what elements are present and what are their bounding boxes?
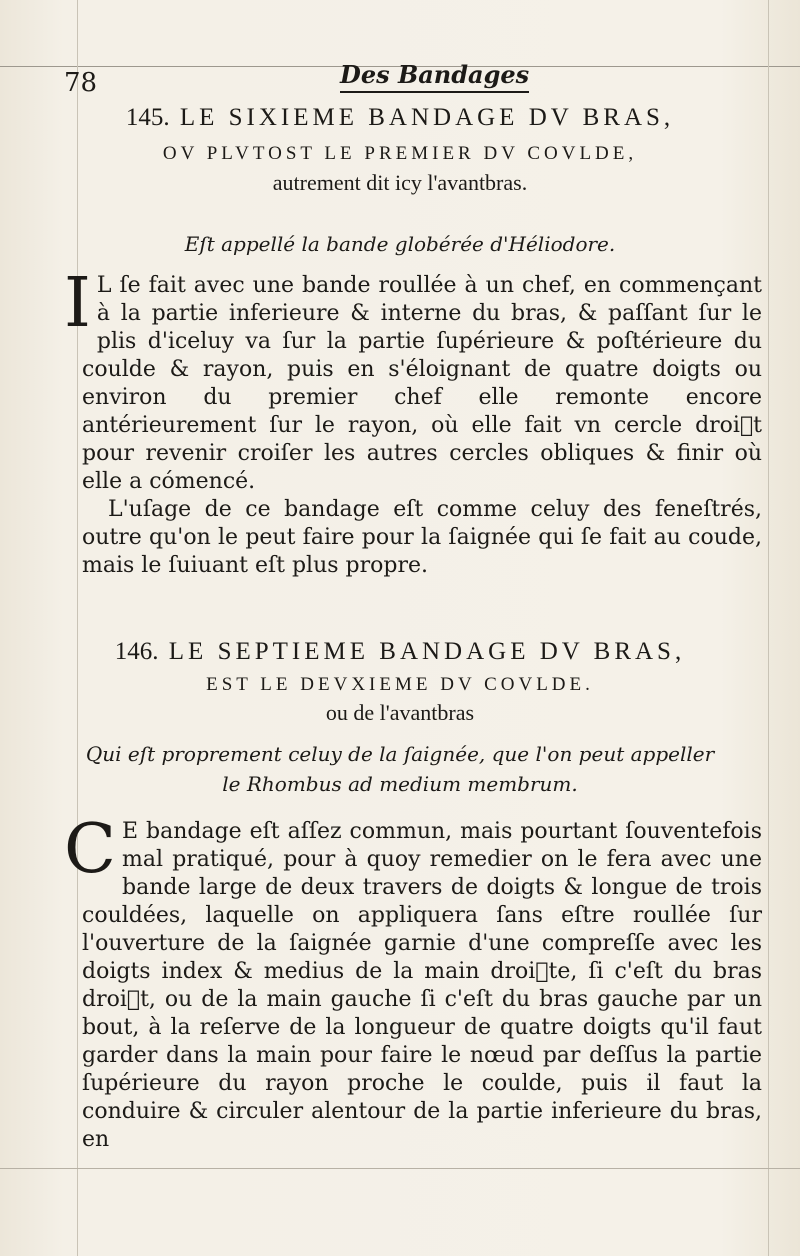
section-146-paragraph-1-text: E bandage eſt aſſez commun, mais pourtant ſouventefois mal pratiqué, pour à quoy remedier on le fera avec une bande large de deux travers de doigts & longue de trois couldées, laquelle on appliquera ſans eſtre roullée ſur l'ouverture de la ſaignée garnie d'une compreſſe avec les doigts index & medius de la main droiᷓte, ſi c'eſt du bras droiᷓt, ou de la main gauche ſi c'eſt du bras gauche par un bout, à la reſerve de la longueur de quatre doigts qu'il faut garder dans la main pour faire le nœud par deſſus la partie ſupérieure du rayon proche le coulde, puis il faut la conduire & circuler alentour de la partie inferieure du bras, en <box>82 819 762 1152</box>
section-146-title-line3: ou de l'avantbras <box>325 700 475 725</box>
page-number: 78 <box>64 68 98 98</box>
running-title: Des Bandages <box>340 60 529 93</box>
section-145-body <box>64 264 762 580</box>
bottom-rule <box>0 1168 800 1169</box>
section-145-title-line3: autrement dit icy l'avantbras. <box>272 170 528 195</box>
section-146-number: 146. <box>114 638 159 665</box>
section-146-title-line2: EST LE DEVXIEME DV COVLDE. <box>206 674 594 695</box>
section-146-title <box>0 638 800 666</box>
section-145-title <box>0 104 800 132</box>
section-146-title-line1: LE SEPTIEME BANDAGE DV BRAS, <box>168 638 686 665</box>
page-header <box>60 56 760 96</box>
drop-cap-I: I <box>64 264 91 343</box>
section-145-italic-note: Eſt appellé la bande globérée d'Héliodore. <box>184 232 616 256</box>
drop-cap-C: C <box>64 810 117 889</box>
section-146-paragraph-1 <box>64 810 762 1154</box>
section-145-paragraph-1 <box>64 264 762 496</box>
section-146-italic-line2: le Rhombus ad medium membrum. <box>222 772 578 796</box>
section-145-paragraph-2: L'uſage de ce bandage eſt comme celuy des feneſtrés, outre qu'on le peut faire pour la ſaignée qui ſe fait au coude, mais le ſuiuant eſt plus propre. <box>82 497 762 578</box>
section-146-italic-line1: Qui eſt proprement celuy de la ſaignée, que l'on peut appeller <box>85 742 715 766</box>
section-145-title-line2: OV PLVTOST LE PREMIER DV COVLDE, <box>162 143 638 164</box>
section-145-number: 145. <box>125 104 170 131</box>
section-145-paragraph-1-text: L ſe fait avec une bande roullée à un chef, en commençant à la partie inferieure & interne du bras, & paſſant ſur le plis d'iceluy va ſur la partie ſupérieure & poſtérieure du coulde & rayon, puis en s'éloignant de quatre doigts ou environ du premier chef elle remonte encore antérieurement ſur le rayon, où elle fait vn cercle droiᷓt pour revenir croiſer les autres cercles obliques & finir où elle a cómencé. <box>82 273 762 494</box>
section-146-body <box>64 810 762 1154</box>
section-145-title-line1: LE SIXIEME BANDAGE DV BRAS, <box>179 104 675 131</box>
